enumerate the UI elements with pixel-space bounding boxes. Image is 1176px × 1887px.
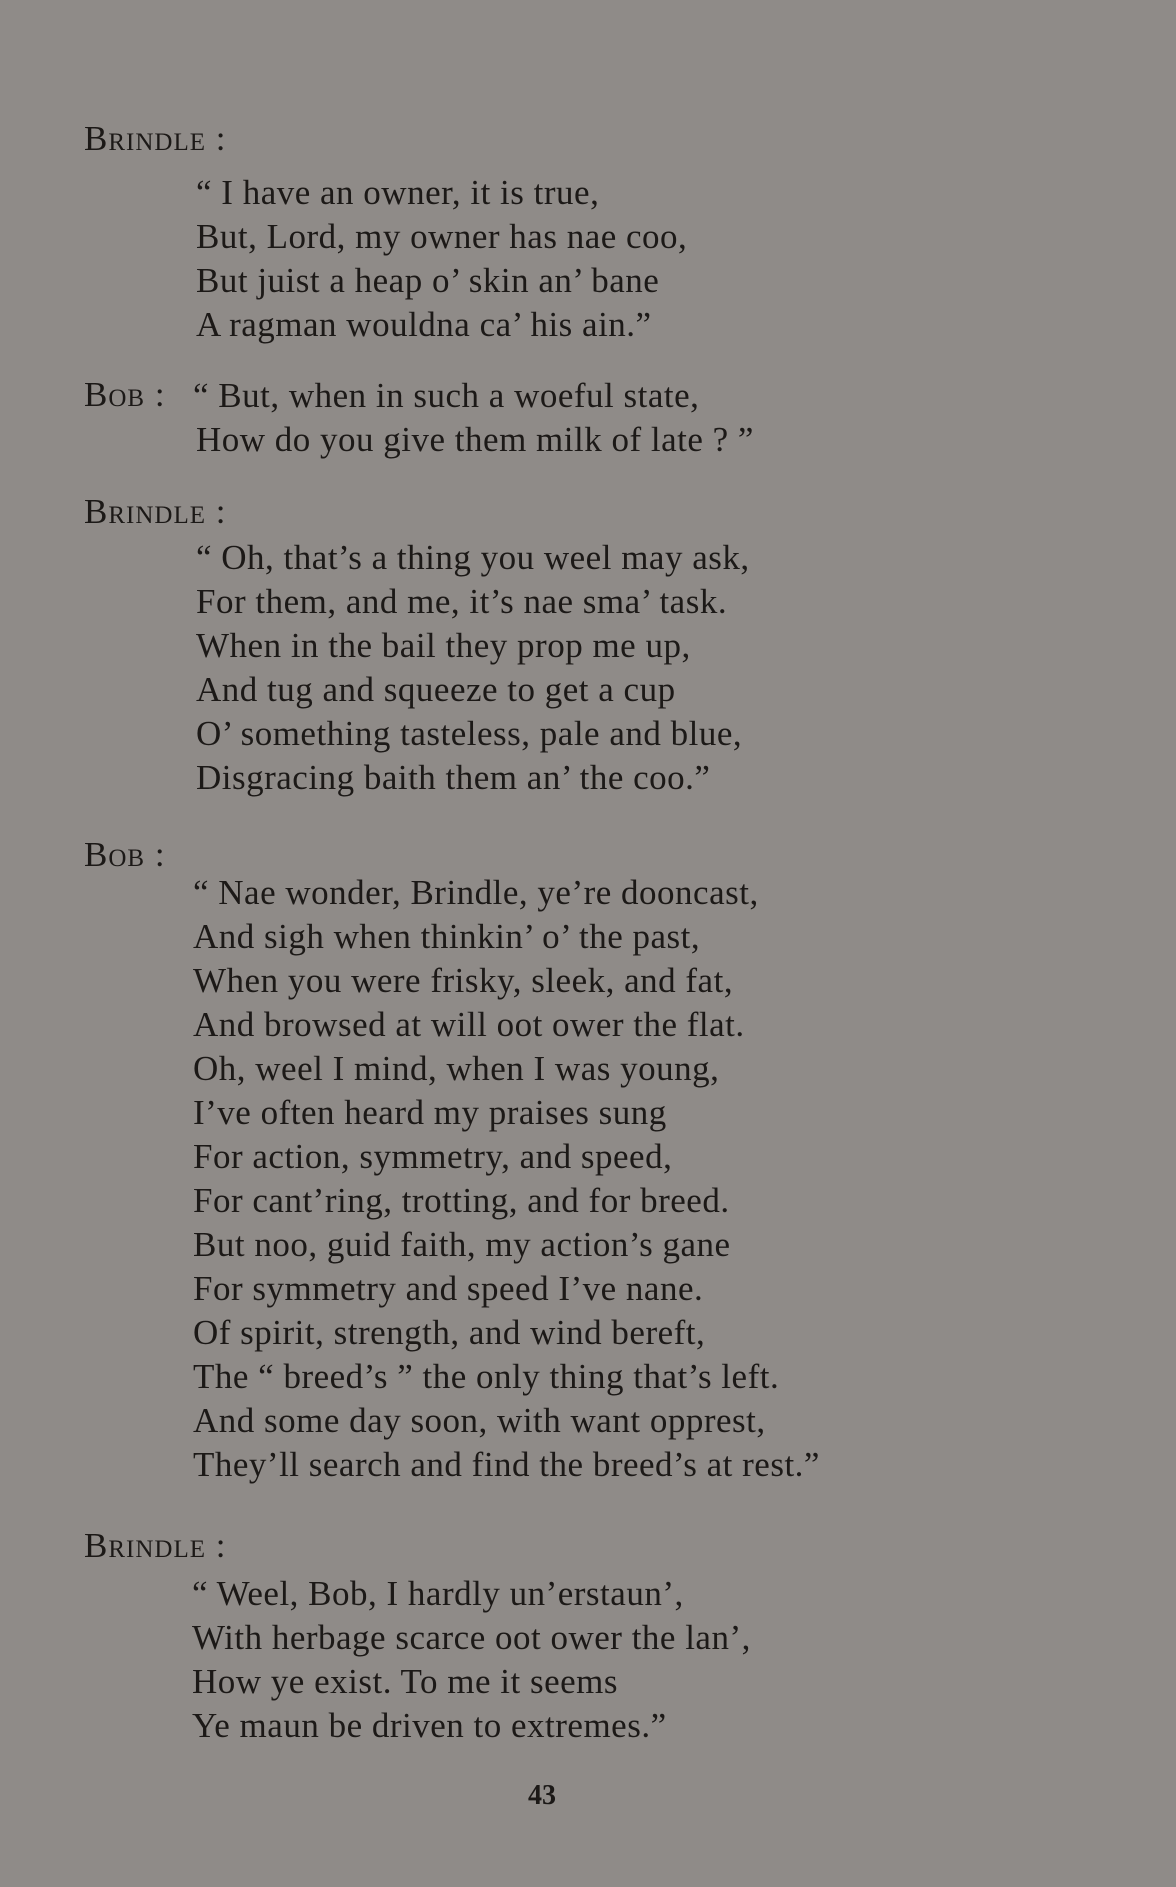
verse-line: “ Nae wonder, Brindle, ye’re dooncast, xyxy=(193,873,759,912)
verse-line: And some day soon, with want opprest, xyxy=(193,1401,766,1440)
verse-line: For cant’ring, trotting, and for breed. xyxy=(193,1181,730,1220)
page-number: 43 xyxy=(528,1780,556,1811)
verse-stanza-1 xyxy=(196,171,687,347)
verse-line: With herbage scarce oot ower the lan’, xyxy=(192,1618,751,1657)
verse-line: They’ll search and find the breed’s at rest.” xyxy=(193,1445,820,1484)
verse-line: But juist a heap o’ skin an’ bane xyxy=(196,261,660,300)
verse-line: Oh, weel I mind, when I was young, xyxy=(193,1049,720,1088)
verse-line: “ Oh, that’s a thing you weel may ask, xyxy=(196,538,750,577)
speaker-label-bob: Bob : xyxy=(84,835,166,874)
verse-line: And sigh when thinkin’ o’ the past, xyxy=(193,917,701,956)
verse-line: For action, symmetry, and speed, xyxy=(193,1137,673,1176)
verse-line: The “ breed’s ” the only thing that’s left. xyxy=(193,1357,780,1396)
verse-line: But noo, guid faith, my action’s gane xyxy=(193,1225,731,1264)
verse-line: For symmetry and speed I’ve nane. xyxy=(193,1269,704,1308)
verse-line: When you were frisky, sleek, and fat, xyxy=(193,961,734,1000)
speaker-label-brindle: Brindle : xyxy=(84,492,227,531)
verse-line: When in the bail they prop me up, xyxy=(196,626,691,665)
verse-line: Of spirit, strength, and wind bereft, xyxy=(193,1313,706,1352)
verse-line: Ye maun be driven to extremes.” xyxy=(192,1706,667,1745)
verse-line: But, Lord, my owner has nae coo, xyxy=(196,217,688,256)
verse-line: And browsed at will oot ower the flat. xyxy=(193,1005,745,1044)
verse-line: A ragman wouldna ca’ his ain.” xyxy=(196,305,652,344)
verse-line: I’ve often heard my praises sung xyxy=(193,1093,667,1132)
speaker-label-brindle: Brindle : xyxy=(84,1526,227,1565)
verse-line: How ye exist. To me it seems xyxy=(192,1662,618,1701)
verse-stanza-3 xyxy=(196,536,750,800)
verse-line: How do you give them milk of late ? ” xyxy=(196,420,754,459)
speaker-label-brindle: Brindle : xyxy=(84,119,227,158)
verse-stanza-4 xyxy=(193,871,820,1487)
speaker-label-bob: Bob : xyxy=(84,375,166,414)
verse-line: “ I have an owner, it is true, xyxy=(196,173,600,212)
verse-line: “ Weel, Bob, I hardly un’erstaun’, xyxy=(192,1574,684,1613)
verse-line: O’ something tasteless, pale and blue, xyxy=(196,714,743,753)
verse-stanza-5 xyxy=(192,1572,751,1748)
verse-line: For them, and me, it’s nae sma’ task. xyxy=(196,582,728,621)
verse-line: Disgracing baith them an’ the coo.” xyxy=(196,758,711,797)
verse-line: “ But, when in such a woeful state, xyxy=(193,376,700,415)
verse-line: And tug and squeeze to get a cup xyxy=(196,670,676,709)
